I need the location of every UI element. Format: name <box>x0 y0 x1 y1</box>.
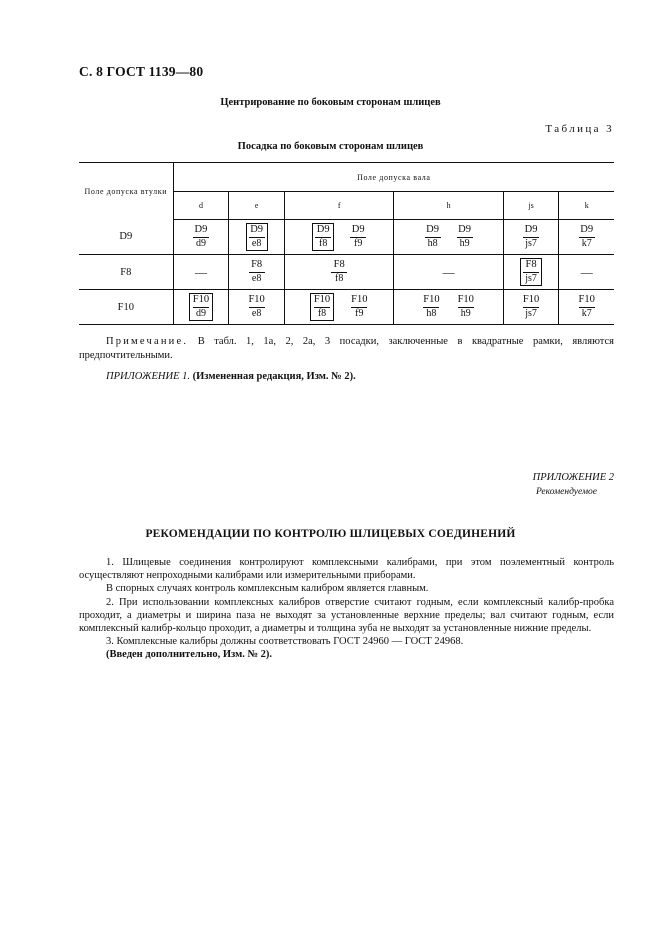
fit-cell <box>173 255 229 290</box>
fit-cell <box>503 255 559 290</box>
fit-denominator: js7 <box>523 272 539 284</box>
column-header-d: d <box>173 192 229 220</box>
fit-numerator: D9 <box>250 224 264 236</box>
fit <box>579 225 595 249</box>
preferred-fit <box>312 223 334 251</box>
fit-denominator: js7 <box>523 307 539 319</box>
fit-numerator: D9 <box>426 224 439 236</box>
fit <box>249 260 265 284</box>
fit-cell <box>173 220 229 255</box>
column-header-js: js <box>503 192 559 220</box>
table-header-row <box>79 163 614 192</box>
fit-denominator: h8 <box>425 237 441 249</box>
fit-cell <box>503 220 559 255</box>
note-text: В табл. 1, 1а, 2, 2а, 3 посадки, заключенные в квадратные рамки, являются предпочтительными. <box>79 336 614 361</box>
fit <box>578 295 596 319</box>
fit-numerator: F10 <box>192 294 210 306</box>
appendix2-status: Рекомендуемое <box>535 487 597 497</box>
fit <box>422 295 440 319</box>
fit <box>247 295 265 319</box>
fit-numerator: F8 <box>251 259 263 271</box>
fit <box>193 225 209 249</box>
fit-numerator: D9 <box>580 224 594 236</box>
column-header-f: f <box>284 192 393 220</box>
fit-numerator: D9 <box>351 224 365 236</box>
fit-denominator: h8 <box>423 307 439 319</box>
appendix1-amendment <box>106 371 356 382</box>
hole-tolerance-cell: F10 <box>79 290 173 325</box>
preferred-fit <box>189 293 213 321</box>
fit <box>522 295 540 319</box>
fit-denominator: f8 <box>331 272 347 284</box>
fit-denominator: h9 <box>458 307 474 319</box>
hole-tolerance-cell: D9 <box>79 220 173 255</box>
fit-numerator: F8 <box>333 259 345 271</box>
fit-cell <box>559 220 614 255</box>
fit-numerator: F10 <box>457 294 474 306</box>
fit-denominator: e8 <box>249 237 265 249</box>
fit-cell <box>503 290 559 325</box>
empty-dash: — <box>442 264 455 279</box>
paragraph-2: В спорных случаях контроль комплексным калибром является главным. <box>106 583 429 595</box>
fit-cell <box>229 255 285 290</box>
fit <box>523 225 539 249</box>
fit-denominator: e8 <box>249 272 265 284</box>
fit-numerator: F8 <box>525 259 537 271</box>
paragraph-1: 1. Шлицевые соединения контролируют комплексными калибрами, при этом поэлементный контроль осуществляют непроходными калибрами или измерительными приборами. <box>79 557 614 582</box>
fit-cell <box>284 255 393 290</box>
fit-cell <box>173 290 229 325</box>
fit-denominator: d9 <box>193 237 209 249</box>
fit-denominator: k7 <box>579 307 595 319</box>
page-header: С. 8 ГОСТ 1139—80 <box>79 64 204 79</box>
column-header-e: e <box>229 192 285 220</box>
appendix2-title: ПРИЛОЖЕНИЕ 2 <box>532 472 614 483</box>
fit-cell <box>559 255 614 290</box>
fit-denominator: f8 <box>314 307 330 319</box>
fit-denominator: d9 <box>193 307 209 319</box>
fit-numerator: D9 <box>194 224 208 236</box>
paragraph-4: 3. Комплексные калибры должны соответствовать ГОСТ 24960 — ГОСТ 24968. <box>106 636 464 648</box>
table-body <box>79 220 614 325</box>
fit-cell <box>394 220 503 255</box>
fit-numerator: F10 <box>313 294 331 306</box>
fit-numerator: F10 <box>578 294 595 306</box>
fit-numerator: D9 <box>524 224 538 236</box>
preferred-fit <box>246 223 268 251</box>
fit-numerator: D9 <box>316 224 330 236</box>
fit-numerator: F10 <box>423 294 440 306</box>
fit-numerator: F10 <box>248 294 265 306</box>
table-row <box>79 255 614 290</box>
table-row <box>79 220 614 255</box>
fit-cell <box>229 290 285 325</box>
fit <box>350 225 366 249</box>
corner-header: Поле допуска втулки <box>79 163 173 220</box>
fit-denominator: k7 <box>579 237 595 249</box>
fit-denominator: e8 <box>249 307 265 319</box>
fit-cell <box>229 220 285 255</box>
appendix1-prefix: ПРИЛОЖЕНИЕ 1. <box>106 371 190 382</box>
fit-denominator: f9 <box>351 307 367 319</box>
note-label: Примечание. <box>106 336 189 347</box>
fits-table <box>79 162 614 325</box>
fit-denominator: js7 <box>523 237 539 249</box>
fit <box>457 225 473 249</box>
fit-numerator: F10 <box>522 294 540 306</box>
hole-tolerance-cell: F8 <box>79 255 173 290</box>
amendment-closing: (Введен дополнительно, Изм. № 2). <box>106 649 273 661</box>
table-title: Посадка по боковым сторонам шлицев <box>237 141 424 152</box>
recommendations-heading: РЕКОМЕНДАЦИИ ПО КОНТРОЛЮ ШЛИЦЕВЫХ СОЕДИНЕНИЙ <box>145 528 516 540</box>
paragraph-3: 2. При использовании комплексных калибров отверстие считают годным, если комплексный калибр-пробка проходит, а диаметры и ширина паза не выходят за установленные верхние пределы; вал считают годным, если комплексный калибр-кольцо проходит, а диаметры и толщина зуба не выходят за установленные нижние пределы. <box>79 596 614 635</box>
fit-cell <box>394 290 503 325</box>
fit-denominator: f8 <box>315 237 331 249</box>
fit-numerator: D9 <box>458 224 471 236</box>
preferred-fit <box>310 293 334 321</box>
table-label: Таблица 3 <box>545 123 614 135</box>
fit <box>350 295 368 319</box>
empty-dash: — <box>194 264 207 279</box>
fit <box>425 225 441 249</box>
fit <box>331 260 347 284</box>
section-title: Центрирование по боковым сторонам шлицев <box>220 97 441 108</box>
fit-cell <box>559 290 614 325</box>
fit-cell <box>284 220 393 255</box>
appendix1-text: (Измененная редакция, Изм. № 2). <box>192 371 356 382</box>
shaft-tolerance-header: Поле допуска вала <box>357 172 431 182</box>
fit-cell <box>284 290 393 325</box>
fit-cell <box>394 255 503 290</box>
table-note <box>79 335 614 363</box>
table-row <box>79 290 614 325</box>
preferred-fit <box>520 258 542 286</box>
empty-dash: — <box>580 264 593 279</box>
fit <box>457 295 475 319</box>
column-header-h: h <box>394 192 503 220</box>
recommendations-body <box>79 556 614 662</box>
fit-numerator: F10 <box>351 294 368 306</box>
fit-denominator: f9 <box>350 237 366 249</box>
fit-denominator: h9 <box>457 237 473 249</box>
column-header-k: k <box>559 192 614 220</box>
